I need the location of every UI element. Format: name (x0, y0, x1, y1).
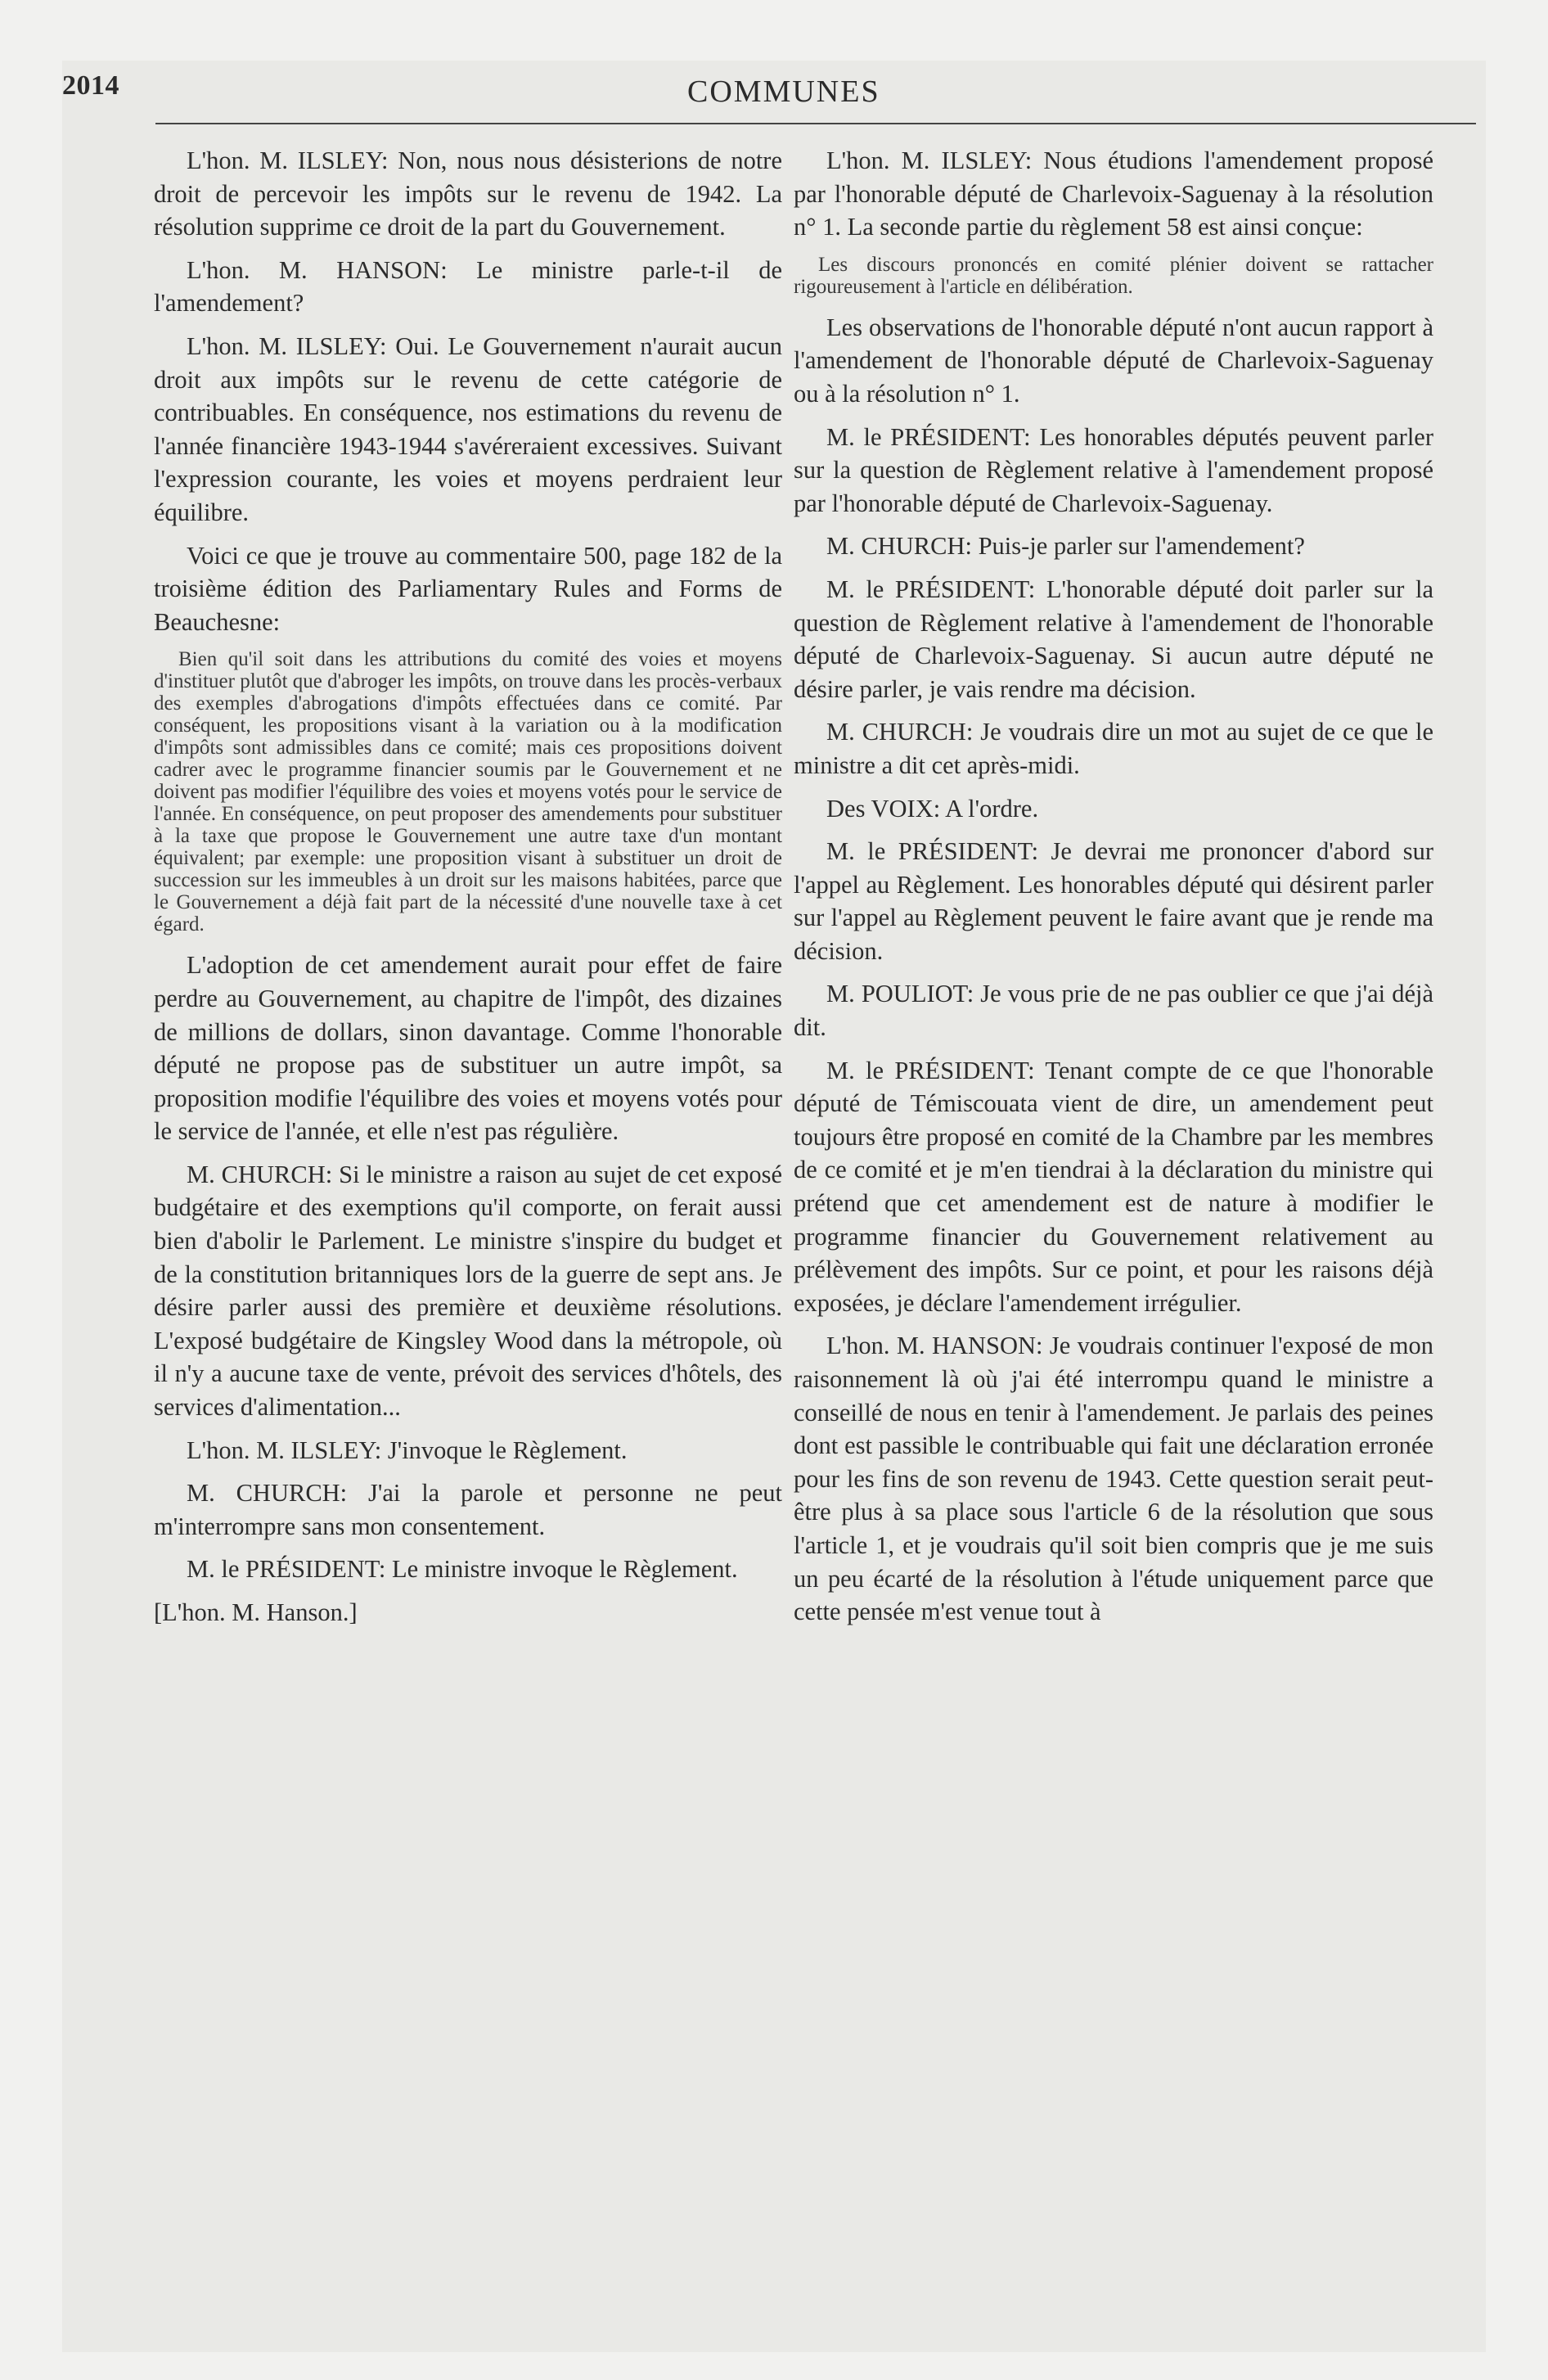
paragraph: L'hon. M. HANSON: Le ministre parle-t-il de l'amendement? (154, 255, 782, 318)
paragraph: L'adoption de cet amendement aurait pour effet de faire perdre au Gouvernement, au chapitre de l'impôt, des dizaines de millions de dollars, sinon davantage. Comme l'honorable député ne propose pas de substituer un autre impôt, sa proposition modifie l'équilibre des voies et moyens votés pour le service de l'année, et elle n'est pas régulière. (154, 951, 782, 1146)
paragraph: M. le PRÉSIDENT: Je devrai me prononcer d'abord sur l'appel au Règlement. Les honorables député qui désirent parler sur l'appel au Règlement peuvent le faire avant que je rende ma décision. (794, 837, 1433, 965)
paragraph: Des VOIX: A l'ordre. (826, 794, 1039, 823)
paragraph: M. CHURCH: Si le ministre a raison au sujet de cet exposé budgétaire et des exemptions qu'il comporte, on ferait aussi bien d'abolir le Parlement. Le ministre s'inspire du budget et de la constitution britanniques lors de la guerre de sept ans. Je désire parler aussi des première et deuxième résolutions. L'exposé budgétaire de Kingsley Wood dans la métropole, où il n'y a aucune taxe de vente, prévoit des services d'hôtels, des services d'alimentation... (154, 1160, 782, 1422)
paragraph: M. le PRÉSIDENT: Les honorables députés peuvent parler sur la question de Règlement relative à l'amendement proposé par l'honorable député de Charlevoix-Saguenay. (794, 422, 1433, 517)
paragraph: M. le PRÉSIDENT: Le ministre invoque le Règlement. (187, 1555, 738, 1584)
paragraph: M. le PRÉSIDENT: Tenant compte de ce que l'honorable député de Témiscouata vient de dire, un amendement peut toujours être proposé en comité de la Chambre par les membres de ce comité et je m'en tiendrai à la déclaration du ministre qui prétend que cet amendement est de nature à modifier le programme financier du Gouvernement relativement au prélèvement des impôts. Sur ce point, et pour les raisons déjà exposées, je déclare l'amendement irrégulier. (794, 1056, 1433, 1317)
paragraph: M. CHURCH: Je voudrais dire un mot au sujet de ce que le ministre a dit cet après-midi. (794, 718, 1433, 779)
block-quote (154, 648, 782, 935)
paragraph: M. le PRÉSIDENT: L'honorable député doit parler sur la question de Règlement relative à l'amendement de l'honorable député de Charlevoix-Saguenay. Si aucun autre député ne désire parler, je vais rendre ma décision. (794, 575, 1433, 703)
speaker-signature: [L'hon. M. Hanson.] (154, 1598, 358, 1626)
block-quote (794, 254, 1433, 298)
paragraph: Les observations de l'honorable député n'ont aucun rapport à l'amendement de l'honorable député de Charlevoix-Saguenay ou à la résolution n° 1. (794, 313, 1433, 408)
page-number: 2014 (62, 70, 119, 101)
paragraph: M. CHURCH: J'ai la parole et personne ne peut m'interrompre sans mon consentement. (154, 1479, 782, 1540)
paragraph: L'hon. M. ILSLEY: Oui. Le Gouvernement n'aurait aucun droit aux impôts sur le revenu de cette catégorie de contribuables. En conséquence, nos estimations du revenu de l'année financière 1943-1944 s'avéreraient excessives. Suivant l'expression courante, les voies et moyens perdraient leur équilibre. (154, 331, 782, 526)
header-rule (155, 123, 1476, 124)
paragraph: L'hon. M. ILSLEY: J'invoque le Règlement. (187, 1436, 628, 1464)
paragraph: M. CHURCH: Puis-je parler sur l'amendement? (826, 532, 1305, 561)
paragraph: Voici ce que je trouve au commentaire 500, page 182 de la troisième édition des Parliamentary Rules and Forms de Beauchesne: (154, 541, 782, 636)
right-column (794, 144, 1433, 1639)
running-head: COMMUNES (687, 74, 880, 109)
quote-text: Bien qu'il soit dans les attributions du comité des voies et moyens d'instituer plutôt que d'abroger les impôts, on trouve dans les procès-verbaux des exemples d'abrogations d'impôts effectuées dans ce comité. Par conséquent, les propositions visant à la variation ou à la modification d'impôts sont admissibles dans ce comité; mais ces propositions doivent cadrer avec le programme financier soumis par le Gouvernement et ne doivent pas modifier l'équilibre des voies et moyens votés pour le service de l'année. En conséquence, on peut proposer des amendements pour substituer à la taxe que propose le Gouvernement une autre taxe d'un montant équivalent; par exemple: une proposition visant à substituer un droit de succession sur les immeubles à un droit sur les maisons habitées, parce que le Gouvernement a déjà fait part de la nécessité d'une nouvelle taxe à cet égard. (154, 648, 782, 936)
paragraph: L'hon. M. ILSLEY: Non, nous nous désisterions de notre droit de percevoir les impôts sur le revenu de 1942. La résolution supprime ce droit de la part du Gouvernement. (154, 146, 782, 241)
paragraph: L'hon. M. HANSON: Je voudrais continuer l'exposé de mon raisonnement là où j'ai été interrompu quand le ministre a conseillé de nous en tenir à l'amendement. Je parlais des peines dont est passible le contribuable qui fait une déclaration erronée pour les fins de son revenu de 1943. Cette question serait peut-être plus à sa place sous l'article 6 de la résolution que sous l'article 1, et je voudrais qu'il soit bien compris que je me suis un peu écarté de la résolution à l'étude uniquement parce que cette pensée m'est venue tout à (794, 1332, 1433, 1626)
left-column (154, 144, 782, 1639)
paragraph: M. POULIOT: Je vous prie de ne pas oublier ce que j'ai déjà dit. (794, 980, 1433, 1042)
paragraph: L'hon. M. ILSLEY: Nous étudions l'amendement proposé par l'honorable député de Charlevoix-Saguenay à la résolution n° 1. La seconde partie du règlement 58 est ainsi conçue: (794, 146, 1433, 241)
quote-text: Les discours prononcés en comité plénier doivent se rattacher rigoureusement à l'article en délibération. (794, 253, 1433, 298)
